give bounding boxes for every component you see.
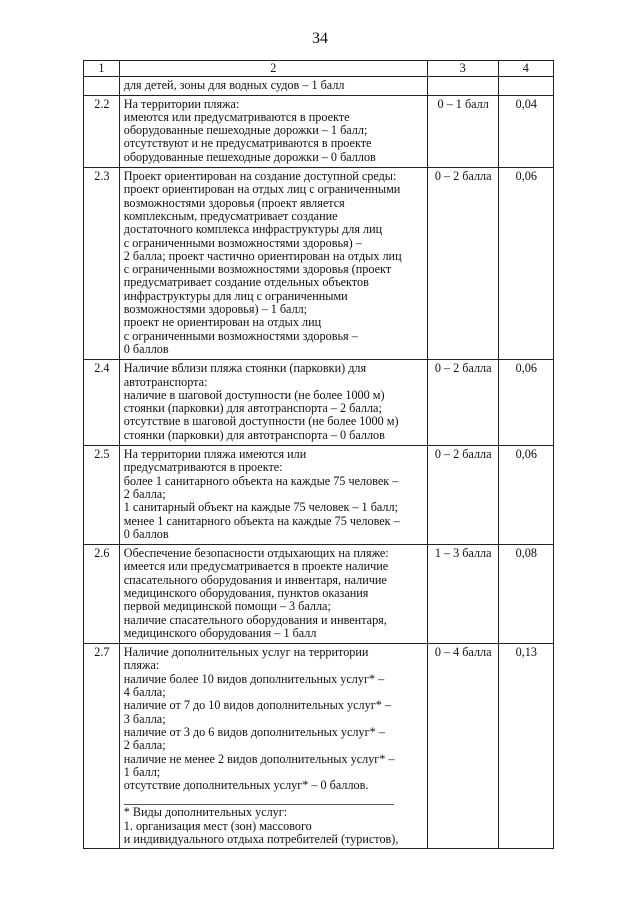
weight-value: 0,04 [498,95,553,167]
criterion-text: На территории пляжа: имеются или предусматриваются в проекте оборудованные пешеходные дорожки – 1 балл; отсутствуют и не предусматриваются в проекте оборудованные пешеходные дорожки – 0 баллов [119,95,427,167]
header-col-2: 2 [119,61,427,77]
weight-value: 0,06 [498,360,553,446]
header-col-1: 1 [84,61,120,77]
row-number: 2.7 [84,644,120,849]
continuation-text: для детей, зоны для водных судов – 1 балл [119,77,427,95]
table-row [84,545,554,644]
score-range: 0 – 1 балл [427,95,498,167]
footnote-text: * Виды дополнительных услуг: 1. организация мест (зон) массового и индивидуального отдыха потребителей (туристов), [123,805,399,847]
criterion-cell [119,644,427,849]
criterion-text: На территории пляжа имеются или предусматриваются в проекте: более 1 санитарного объекта на каждые 75 человек – 2 балла; 1 санитарный объект на каждые 75 человек – 1 балл; менее 1 санитарного объекта на каждые 75 человек – 0 баллов [119,446,427,545]
header-col-3: 3 [427,61,498,77]
score-range: 0 – 4 балла [427,644,498,849]
table-row [84,95,554,167]
header-col-4: 4 [498,61,553,77]
row-number: 2.2 [84,95,120,167]
table-header-row [84,61,554,77]
score-range: 0 – 2 балла [427,168,498,360]
criteria-table [83,60,554,849]
row-number: 2.3 [84,168,120,360]
weight-value: 0,06 [498,168,553,360]
score-range: 1 – 3 балла [427,545,498,644]
table-row [84,446,554,545]
weight-value: 0,08 [498,545,553,644]
row-number: 2.5 [84,446,120,545]
weight-value: 0,13 [498,644,553,849]
criterion-text: Обеспечение безопасности отдыхающих на пляже: имеется или предусматривается в проекте наличие спасательного оборудования и инвентаря, наличие медицинского оборудования, пунктов оказания первой медицинской помощи – 3 балла; наличие спасательного оборудования и инвентаря, медицинского оборудования – 1 балл [119,545,427,644]
page-number: 34 [312,30,328,47]
row-number: 2.4 [84,360,120,446]
score-range: 0 – 2 балла [427,446,498,545]
table-row-continuation [84,77,554,95]
criterion-text: Проект ориентирован на создание доступной среды: проект ориентирован на отдых лиц с ограниченными возможностями здоровья (проект является комплексным, предусматривает создание достаточного комплекса инфраструктуры для лиц с ограниченными возможностями здоровья) – 2 балла; проект частично ориентирован на отдых лиц с ограниченными возможностями здоровья (проект предусматривает создание отдельных объектов инфраструктуры для лиц с ограниченными возможностями здоровья) – 1 балл; проект не ориентирован на отдых лиц с ограниченными возможностями здоровья – 0 баллов [119,168,427,360]
table-row [84,168,554,360]
weight-value: 0,06 [498,446,553,545]
table-row [84,644,554,849]
row-number: 2.6 [84,545,120,644]
criterion-text: Наличие вблизи пляжа стоянки (парковки) для автотранспорта: наличие в шаговой доступности (не более 1000 м) стоянки (парковки) для автотранспорта – 2 балла; отсутствие в шаговой доступности (не более 1000 м) стоянки (парковки) для автотранспорта – 0 баллов [119,360,427,446]
score-range: 0 – 2 балла [427,360,498,446]
criterion-text: Наличие дополнительных услуг на территории пляжа: наличие более 10 видов дополнительных услуг* – 4 балла; наличие от 7 до 10 видов дополнительных услуг* – 3 балла; наличие от 3 до 6 видов дополнительных услуг* – 2 балла; наличие не менее 2 видов дополнительных услуг* – 1 балл; отсутствие дополнительных услуг* – 0 баллов. [123,645,395,793]
table-row [84,360,554,446]
